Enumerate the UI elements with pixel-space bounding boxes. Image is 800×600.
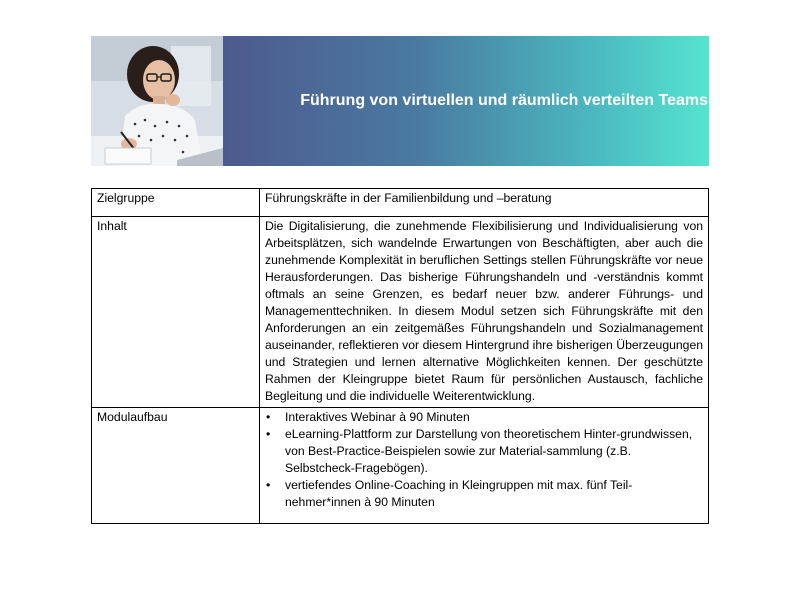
list-item-text: vertiefendes Online-Coaching in Kleingruppen mit max. fünf Teil-nehmer*innen à 90 Minuten	[285, 478, 633, 509]
bullet-icon: •	[266, 427, 271, 441]
list-item-text: Interaktives Webinar à 90 Minuten	[285, 410, 470, 424]
list-item	[265, 409, 703, 426]
header-photo	[91, 36, 223, 166]
module-info-table	[91, 188, 709, 524]
woman-at-desk-illustration	[91, 36, 223, 166]
row-content: Führungskräfte in der Familienbildung und –beratung	[260, 189, 709, 217]
table-row	[92, 217, 709, 408]
banner-title-area	[223, 36, 709, 166]
table-row	[92, 408, 709, 524]
bullet-icon: •	[266, 478, 271, 492]
row-label: Inhalt	[92, 217, 260, 408]
row-content	[260, 408, 709, 524]
header-banner	[91, 36, 709, 166]
page-title: Führung von virtuellen und räumlich verteilten Teams	[300, 92, 708, 109]
list-item	[265, 477, 703, 511]
bullet-icon: •	[266, 410, 271, 424]
list-item	[265, 426, 703, 477]
list-item-text: eLearning-Plattform zur Darstellung von theoretischem Hinter-grundwissen, von Best-Practice-Beispielen sowie zur Material-sammlung (z.B. Selbstcheck-Fragebögen).	[285, 427, 693, 475]
table-row	[92, 189, 709, 217]
row-label: Zielgruppe	[92, 189, 260, 217]
module-structure-list	[265, 409, 703, 511]
row-content: Die Digitalisierung, die zunehmende Flexibilisierung und Individualisierung von Arbeitsplätzen, sich wandelnde Erwartungen von Beschäftigten, aber auch die zunehmende Komplexität in beruflichen Settings stellen Führungskräfte vor neue Herausforderungen. Das bisherige Führungshandeln und -verständnis kommt oftmals an seine Grenzen, es bedarf neuer bzw. anderer Führungs- und Managementtechniken. In diesem Modul setzen sich Führungskräfte mit den Anforderungen an ein zeitgemäßes Führungshandeln und Sozialmanagement auseinander, reflektieren vor diesem Hintergrund ihre bisherigen Überzeugungen und Strategien und lernen alternative Möglichkeiten kennen. Der geschützte Rahmen der Kleingruppe bietet Raum für persönlichen Austausch, fachliche Begleitung und die individuelle Weiterentwicklung.	[260, 217, 709, 408]
row-label: Modulaufbau	[92, 408, 260, 524]
